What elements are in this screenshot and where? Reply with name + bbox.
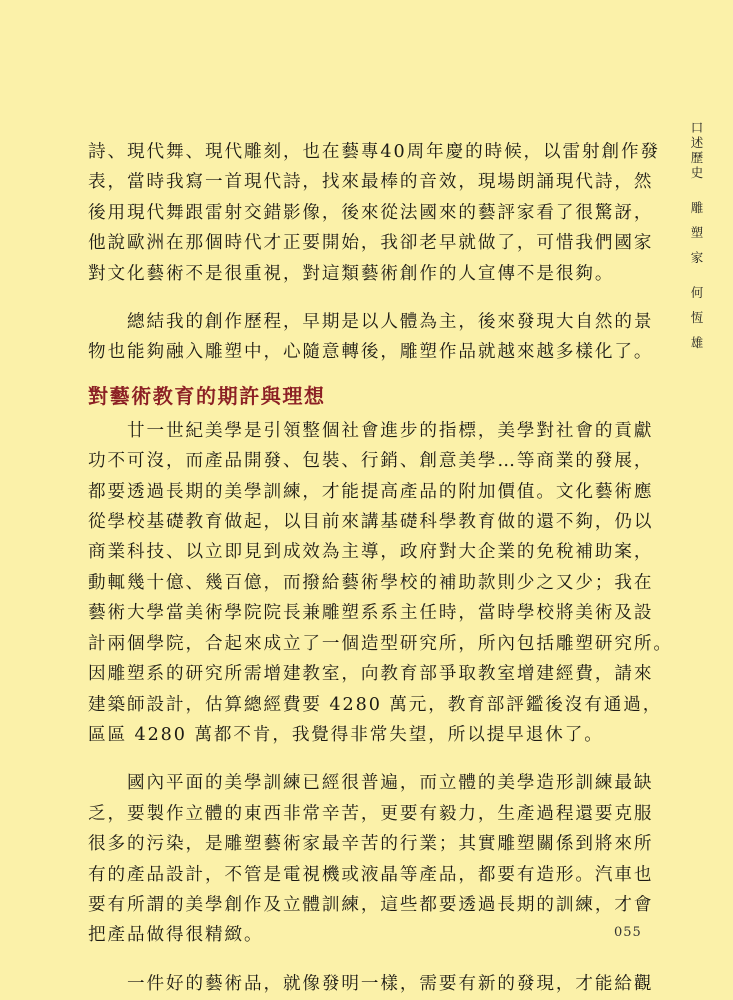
text-line: 因雕塑系的研究所需增建教室，向教育部爭取教室增建經費，請來 [88,664,654,685]
body-text [88,137,673,999]
text-line: 他說歐洲在那個時代才正要開始，我卻老早就做了，可惜我們國家 [88,233,654,254]
running-head [680,120,714,350]
text-line: 物也能夠融入雕塑中，心隨意轉後，雕塑作品就越來越多樣化了。 [88,342,654,363]
text-line: 有的產品設計，不管是電視機或液晶等產品，都要有造形。汽車也 [88,864,654,885]
paragraph-1 [88,137,661,289]
running-head-section: 口 述 歷 史 [690,120,704,180]
text-line: 要有所謂的美學創作及立體訓練，這些都要透過長期的訓練，才會 [88,894,654,915]
text-line: 藝術大學當美術學院院長兼雕塑系系主任時，當時學校將美術及設 [88,603,654,624]
text-line: 把產品做得很精緻。 [88,925,264,946]
text-line: 對文化藝術不是很重視，對這類藝術創作的人宣傳不是很夠。 [88,263,615,284]
text-line: 計兩個學院，合起來成立了一個造型研究所，所內包括雕塑研究所。 [88,633,673,654]
text-line: 功不可沒，而產品開發、包裝、行銷、創意美學…等商業的發展， [88,451,654,472]
text-line: 表，當時我寫一首現代詩，找來最棒的音效，現場朗誦現代詩，然 [88,172,654,193]
paragraph-5 [88,969,654,999]
text-line: 建築師設計，估算總經費要 4280 萬元，教育部評鑑後沒有通過， [88,694,663,715]
text-line: 總結我的創作歷程，早期是以人體為主，後來發現大自然的景 [88,312,654,333]
text-line: 很多的污染，是雕塑藝術家最辛苦的行業；其實雕塑關係到將來所 [88,834,654,855]
text-line: 詩、現代舞、現代雕刻，也在藝專40周年慶的時候，以雷射創作發 [88,142,661,162]
text-line: 國內平面的美學訓練已經很普遍，而立體的美學造形訓練最缺 [88,773,654,794]
text-line: 動輒幾十億、幾百億，而撥給藝術學校的補助款則少之又少；我在 [88,572,654,593]
text-line: 後用現代舞跟雷射交錯影像，後來從法國來的藝評家看了很驚訝， [88,202,654,223]
text-line: 從學校基礎教育做起，以目前來講基礎科學教育做的還不夠，仍以 [88,512,654,533]
page-number: 055 [614,925,642,940]
text-line: 乏，要製作立體的東西非常辛苦，更要有毅力，生產過程還要克服 [88,803,654,824]
text-line: 區區 4280 萬都不肯，我覺得非常失望，所以提早退休了。 [88,724,604,745]
paragraph-3 [88,416,673,750]
text-line: 都要透過長期的美學訓練，才能提高產品的附加價值。文化藝術應 [88,481,654,502]
section-heading: 對藝術教育的期許與理想 [88,383,326,408]
text-line: 商業科技、以立即見到成效為主導，政府對大企業的免稅補助案， [88,542,654,563]
text-line: 廿一世紀美學是引領整個社會進步的指標，美學對社會的貢獻 [88,420,654,441]
paragraph-2 [88,307,654,368]
running-head-subject: 雕 塑 家 [690,200,704,265]
paragraph-4 [88,768,654,950]
running-head-name: 何 恆 雄 [690,285,704,350]
text-line: 一件好的藝術品，就像發明一樣，需要有新的發現，才能給觀 [88,973,654,994]
